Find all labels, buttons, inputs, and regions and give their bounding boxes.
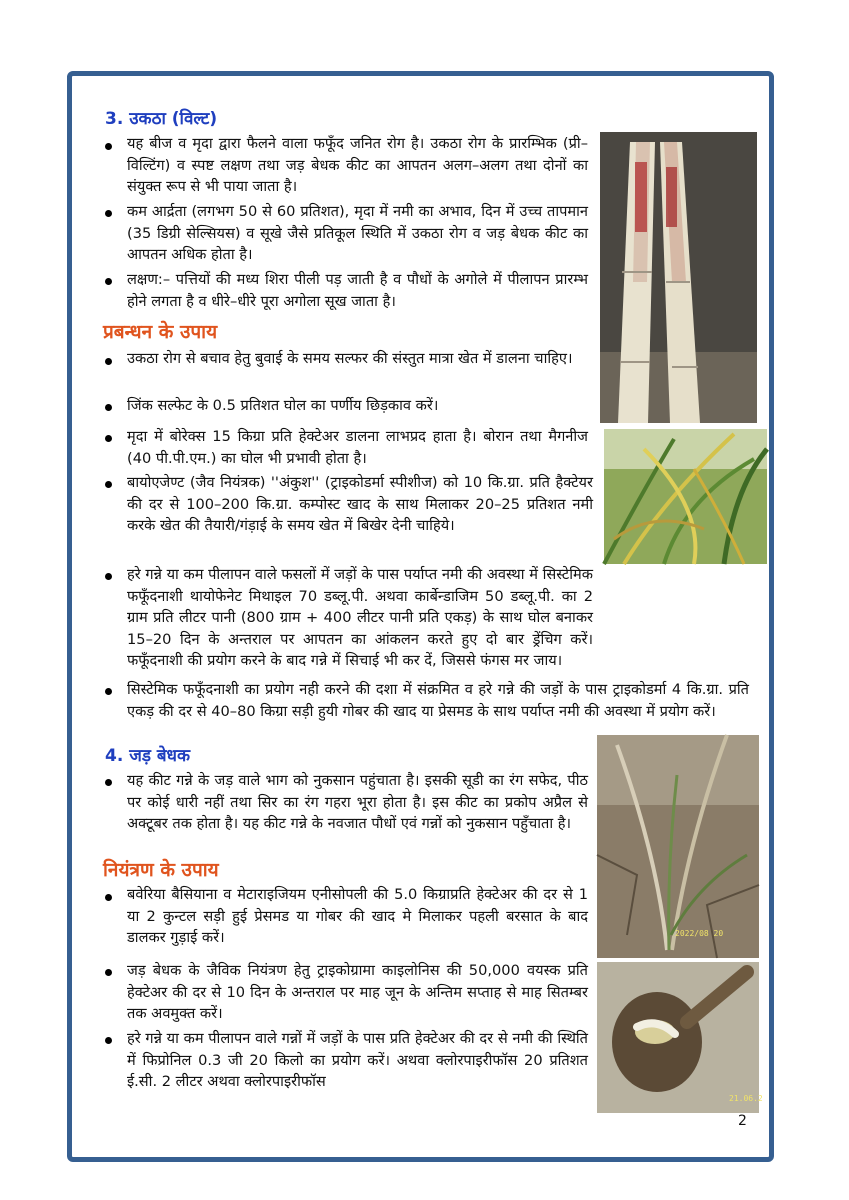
bullet-dot xyxy=(105,404,112,411)
section-heading-borer: 4. जड़ बेधक xyxy=(105,746,191,766)
section-heading-management: प्रबन्धन के उपाय xyxy=(103,321,218,343)
photo-date-stamp: 21.06.2 xyxy=(729,1094,763,1103)
bullet-dot xyxy=(105,894,112,901)
root-borer-grub-photo xyxy=(597,962,763,1113)
control-bullet-3: हरे गन्ने या कम पीलापन वाले गन्नों में जड़ों के पास प्रति हेक्टेअर की दर से नमी की स्थिति में फिप्रोनिल 0.3 जी 20 किलो का प्रयोग करें। अथवा क्लोरपाइरीफॉस 20 प्रतिशत ई.सी. 2 लीटर अथवा क्लोरपाइरीफॉस xyxy=(127,1030,588,1090)
bullet-dot xyxy=(105,573,112,580)
bullet-dot xyxy=(105,435,112,442)
split-cane-photo xyxy=(600,132,757,423)
section-heading-wilt: 3. उकठा (विल्ट) xyxy=(105,109,218,129)
bullet-dot xyxy=(105,779,112,786)
management-bullet-3: मृदा में बोरेक्स 15 किग्रा प्रति हेक्टेअर डालना लाभप्रद हाता है। बोरान तथा मैगनीज (40 पी.पी.एम.) का घोल भी प्रभावी होता है। xyxy=(127,428,588,467)
page-number: 2 xyxy=(738,1113,747,1129)
wilt-bullet-2: कम आर्द्रता (लगभग 50 से 60 प्रतिशत), मृदा में नमी का अभाव, दिन में उच्च तापमान (35 डिग्री सेल्सियस) व सूखे जैसे प्रतिकूल स्थिति में उकठा रोग व जड़ बेधक कीट का आपतन अधिक होता है। xyxy=(127,203,588,263)
bullet-dot xyxy=(105,1037,112,1044)
bullet-dot xyxy=(105,278,112,285)
borer-damage-photo xyxy=(597,735,759,958)
bullet-dot xyxy=(105,210,112,217)
bullet-dot xyxy=(105,688,112,695)
bullet-dot xyxy=(105,969,112,976)
section-heading-control: नियंत्रण के उपाय xyxy=(103,859,219,881)
management-bullet-5: हरे गन्ने या कम पीलापन वाले फसलों में जड़ों के पास पर्याप्त नमी की अवस्था में सिस्टेमिक फफूँदनाशी थायोफेनेट मिथाइल 70 डब्लू.पी. अथवा कार्बेन्डाजिम 50 डब्लू.पी. का 2 ग्राम प्रति लीटर पानी (800 ग्राम + 400 लीटर पानी प्रति एकड़) के साथ घोल बनाकर 15–20 दिन के अन्तराल पर आपतन का आंकलन करते हुए दो बार ड्रेंचिग करें। फफूँदनाशी की प्रयोग करने के बाद गन्ने में सिचाई भी कर दें, जिससे फंगस मर जाय। xyxy=(127,566,593,669)
wilt-bullet-1: यह बीज व मृदा द्वारा फैलने वाला फफूँद जनित रोग है। उकठा रोग के प्रारम्भिक (प्री–विल्टिंग) व स्पष्ट लक्षण तथा जड़ बेधक कीट का आपतन अलग–अलग तथा दोनों का संयुक्त रूप से भी पाया जाता है। xyxy=(127,135,588,195)
cane-field-photo xyxy=(604,429,767,564)
management-bullet-4: बायोएजेण्ट (जैव नियंत्रक) ''अंकुश'' (ट्राइकोडर्मा स्पीशीज) को 10 कि.ग्रा. प्रति हैक्टेयर की दर से 100–200 कि.ग्रा. कम्पोस्ट खाद के साथ मिलाकर 20–25 प्रतिशत नमी करके खेत की तैयारी/गंड़ाई के समय खेत में बिखेर देनी चाहिये। xyxy=(127,474,593,534)
bullet-dot xyxy=(105,358,112,365)
photo-date-stamp: 2022/08 20 xyxy=(675,929,724,938)
control-bullet-1: बवेरिया बैसियाना व मेटाराइजियम एनीसोपली की 5.0 किग्राप्रति हेक्टेअर की दर से 1 या 2 कुन्टल सड़ी हुई प्रेसमड या गोबर की खाद मे मिलाकर पहली बरसात के बाद डालकर गुड़ाई करें। xyxy=(127,886,588,946)
management-bullet-6: सिस्टेमिक फफूँदनाशी का प्रयोग नही करने की दशा में संक्रमित व हरे गन्ने की जड़ों के पास ट्राइकोडर्मा 4 कि.ग्रा. प्रति एकड़ की दर से 40–80 किग्रा सड़ी हुयी गोबर की खाद या प्रेसमड के साथ पर्याप्त नमी की अवस्था में प्रयोग करें। xyxy=(127,681,749,720)
management-bullet-2: जिंक सल्फेट के 0.5 प्रतिशत घोल का पर्णीय छिड़काव करें। xyxy=(127,397,439,414)
borer-bullet-1: यह कीट गन्ने के जड़ वाले भाग को नुकसान पहुंचाता है। इसकी सूडी का रंग सफेद, पीठ पर कोई धारी नहीं तथा सिर का रंग गहरा भूरा होता है। इस कीट का प्रकोप अप्रैल से अक्टूबर तक होता है। यह कीट गन्ने के नवजात पौधों एवं गन्नों को नुकसान पहुँचाता है। xyxy=(127,772,588,832)
control-bullet-2: जड़ बेधक के जैविक नियंत्रण हेतु ट्राइकोग्रामा काइलोनिस की 50,000 वयस्क प्रति हेक्टेअर की दर से 10 दिन के अन्तराल पर माह जून के अन्तिम सप्ताह से माह सितम्बर तक अवमुक्त करें। xyxy=(127,962,588,1022)
bullet-dot xyxy=(105,143,112,150)
wilt-bullet-3: लक्षण:– पत्तियों की मध्य शिरा पीली पड़ जाती है व पौधों के अगोले में पीलापन प्रारम्भ होने लगता है व धीरे–धीरे पूरा अगोला सूख जाता है। xyxy=(127,271,588,310)
bullet-dot xyxy=(105,481,112,488)
management-bullet-1: उकठा रोग से बचाव हेतु बुवाई के समय सल्फर की संस्तुत मात्रा खेत में डालना चाहिए। xyxy=(127,350,573,367)
